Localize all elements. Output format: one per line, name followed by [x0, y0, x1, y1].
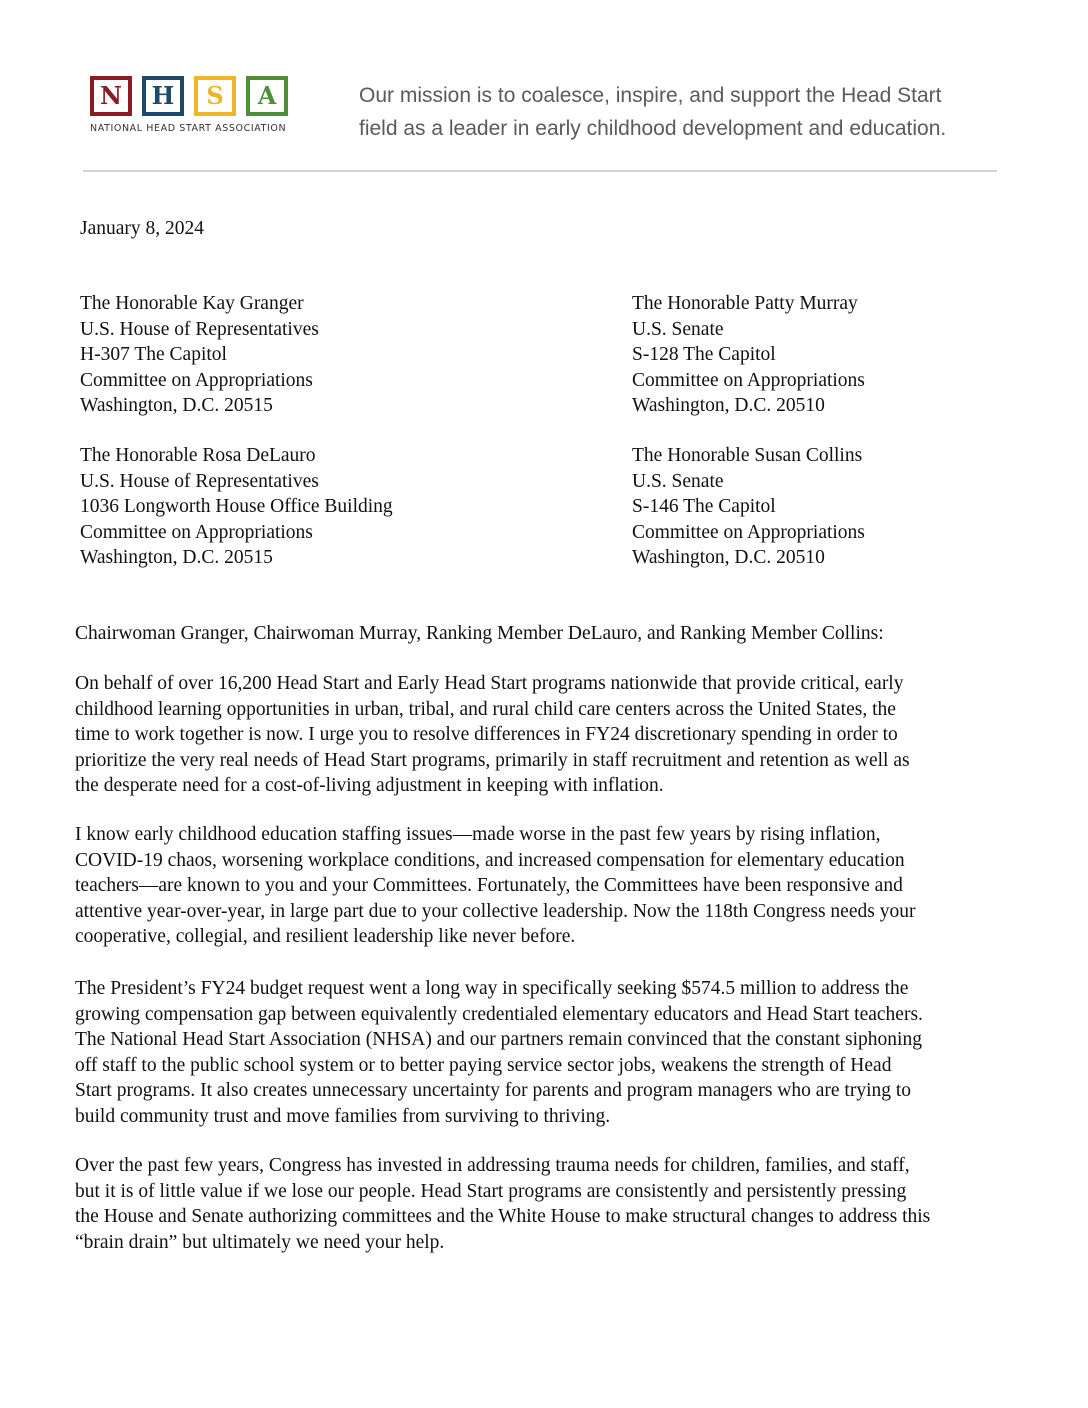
paragraph-line: the House and Senate authorizing committees and the White House to make structural changes to address this — [75, 1206, 931, 1227]
header-divider — [83, 170, 997, 172]
addressee-chamber: U.S. Senate — [632, 470, 724, 492]
addressee-chamber: U.S. House of Representatives — [80, 470, 319, 492]
letterhead — [0, 0, 1088, 180]
addressee-office: S-128 The Capitol — [632, 344, 776, 365]
salutation-line: Chairwoman Granger, Chairwoman Murray, Ranking Member DeLauro, and Ranking Member Collins: — [75, 623, 884, 644]
addressee-city: Washington, D.C. 20515 — [80, 547, 273, 568]
addressee-committee: Committee on Appropriations — [80, 521, 313, 543]
paragraph-2 — [75, 822, 1025, 950]
paragraph-line: Over the past few years, Congress has invested in addressing trauma needs for children, families, and staff, — [75, 1155, 910, 1176]
paragraph-line: the desperate need for a cost-of-living adjustment in keeping with inflation. — [75, 775, 664, 796]
addressee-granger — [80, 291, 319, 419]
addressee-office: 1036 Longworth House Office Building — [80, 496, 393, 517]
addressee-collins — [632, 443, 865, 571]
addressee-office: H-307 The Capitol — [80, 344, 227, 365]
logo-block-n-icon: N — [90, 76, 132, 116]
addressee-delauro — [80, 443, 393, 571]
paragraph-line: prioritize the very real needs of Head Start programs, primarily in staff recruitment and retention as well as — [75, 749, 910, 771]
addressee-committee: Committee on Appropriations — [80, 369, 313, 391]
nhsa-logo — [90, 76, 310, 134]
paragraph-1 — [75, 671, 1025, 799]
paragraph-line: teachers—are known to you and your Committees. Fortunately, the Committees have been responsive and — [75, 875, 903, 896]
paragraph-4 — [75, 1153, 1025, 1255]
addressee-name: The Honorable Rosa DeLauro — [80, 445, 316, 466]
paragraph-line: The President’s FY24 budget request went a long way in specifically seeking $574.5 million to address the — [75, 978, 909, 999]
addressee-murray — [632, 291, 865, 419]
letter-date: January 8, 2024 — [80, 218, 205, 239]
addressee-office: S-146 The Capitol — [632, 496, 776, 517]
paragraph-3 — [75, 976, 1025, 1129]
paragraph-line: growing compensation gap between equivalently credentialed elementary educators and Head Start teachers. — [75, 1003, 923, 1025]
logo-block-s-icon: S — [194, 76, 236, 116]
mission-line: field as a leader in early childhood development and education. — [359, 117, 947, 140]
addressee-committee: Committee on Appropriations — [632, 369, 865, 391]
addressee-chamber: U.S. Senate — [632, 318, 724, 340]
paragraph-line: childhood learning opportunities in urban, tribal, and rural child care centers across the United States, the — [75, 698, 896, 720]
addressee-name: The Honorable Kay Granger — [80, 293, 304, 314]
paragraph-line: build community trust and move families from surviving to thriving. — [75, 1105, 611, 1127]
paragraph-line: “brain drain” but ultimately we need your help. — [75, 1231, 445, 1253]
addressee-name: The Honorable Susan Collins — [632, 445, 863, 466]
mission-line: Our mission is to coalesce, inspire, and support the Head Start — [359, 84, 942, 107]
paragraph-line: On behalf of over 16,200 Head Start and Early Head Start programs nationwide that provide critical, early — [75, 673, 904, 694]
paragraph-line: off staff to the public school system or to better paying service sector jobs, weakens the strength of Head — [75, 1054, 892, 1076]
paragraph-line: attentive year-over-year, in large part due to your collective leadership. Now the 118th Congress needs your — [75, 900, 916, 922]
paragraph-line: I know early childhood education staffing issues—made worse in the past few years by rising inflation, — [75, 824, 881, 845]
addressee-chamber: U.S. House of Representatives — [80, 318, 319, 340]
paragraph-line: time to work together is now. I urge you to resolve differences in FY24 discretionary spending in order to — [75, 724, 898, 745]
logo-blocks — [90, 76, 310, 116]
salutation — [75, 621, 1025, 647]
addressee-name: The Honorable Patty Murray — [632, 293, 858, 314]
paragraph-line: Start programs. It also creates unnecessary uncertainty for parents and program managers who are trying to — [75, 1080, 912, 1101]
logo-block-h-icon: H — [142, 76, 184, 116]
addressee-city: Washington, D.C. 20510 — [632, 547, 825, 568]
addressee-committee: Committee on Appropriations — [632, 521, 865, 543]
paragraph-line: The National Head Start Association (NHSA) and our partners remain convinced that the constant siphoning — [75, 1029, 922, 1050]
addressee-city: Washington, D.C. 20515 — [80, 395, 273, 416]
logo-caption: NATIONAL HEAD START ASSOCIATION — [90, 123, 287, 134]
paragraph-line: COVID-19 chaos, worsening workplace conditions, and increased compensation for elementary education — [75, 849, 905, 871]
logo-block-a-icon: A — [246, 76, 288, 116]
addressee-city: Washington, D.C. 20510 — [632, 395, 825, 416]
paragraph-line: cooperative, collegial, and resilient leadership like never before. — [75, 926, 576, 947]
mission-statement — [359, 79, 1019, 145]
paragraph-line: but it is of little value if we lose our people. Head Start programs are consistently and persistently pressing — [75, 1180, 907, 1202]
